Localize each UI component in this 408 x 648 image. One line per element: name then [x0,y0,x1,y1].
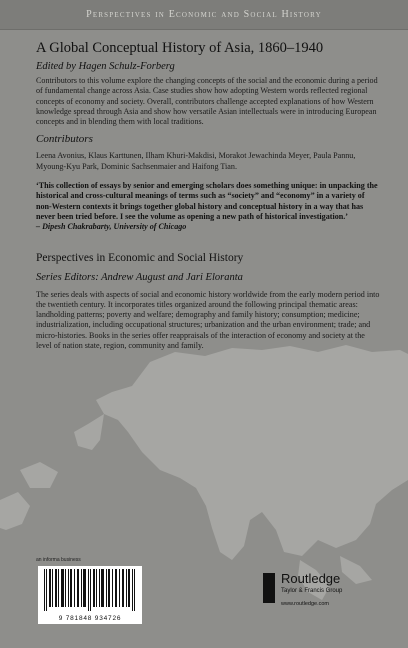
series-header-bar [0,0,408,30]
cover-text [36,40,382,351]
series-editors: Series Editors: Andrew August and Jari Eloranta [36,271,243,283]
publisher-group: Taylor & Francis Group [281,588,343,594]
isbn-digits: 9 781848 934726 [58,615,122,622]
book-title: A Global Conceptual History of Asia, 1860–1940 [36,40,324,56]
publisher-url: www.routledge.com [281,601,329,607]
series-description: The series deals with aspects of social and economic history worldwide from the early modern period into the twentieth century. It incorporates titles organized around the following principal thematic areas: landholding patterns; poverty and welfare; demography and family history; consumption; medicine; industrialization, including occupational structures; urbanization and the urban environment; trade; and micro-histories. Books in the series offer reappraisals of the interaction of economy and society at the level of nation state, region, community and family. [36,289,380,351]
barcode-bars [44,569,136,611]
contributors-heading: Contributors [36,133,93,146]
publisher-logo [263,571,383,613]
series-title: Perspectives in Economic and Social History [36,251,244,264]
isbn-barcode [38,566,142,624]
book-description: Contributors to this volume explore the changing concepts of the social and the economic during a period of fundamental change across Asia. Case studies show how adopting Western words reflected regional concepts of economy and society. Overall, contributors challenge accepted explanations of how Western knowledge spread through Asia and show how versatile Asian intellectuals were in introducing European concepts and in blending them with local traditions. [36,76,378,127]
informa-label: an informa business [36,557,81,563]
contributors-list: Leena Avonius, Klaus Karttunen, Ilham Khuri-Makdisi, Morakot Jewachinda Meyer, Paula Pannu, Myoung-Kyu Park, Dominic Sachsenmaier and Haifong Tian. [36,151,356,171]
series-header-text: Perspectives in Economic and Social History [86,9,322,20]
endorsement-quote: ‘This collection of essays by senior and emerging scholars does something unique: in unpacking the historical and cross-cultural meanings of terms such as “society” and “economy” in a variety of non-Western contexts it brings together global history and conceptual history in a way that has never been tried before. I see the volume as opening a new path of historical investigation.’ [36,181,378,221]
book-editor: Edited by Hagen Schulz-Forberg [36,61,175,72]
endorsement-attribution: – Dipesh Chakrabarty, University of Chicago [36,222,187,232]
routledge-logo-icon [263,573,275,603]
publisher-name: Routledge [281,571,341,586]
